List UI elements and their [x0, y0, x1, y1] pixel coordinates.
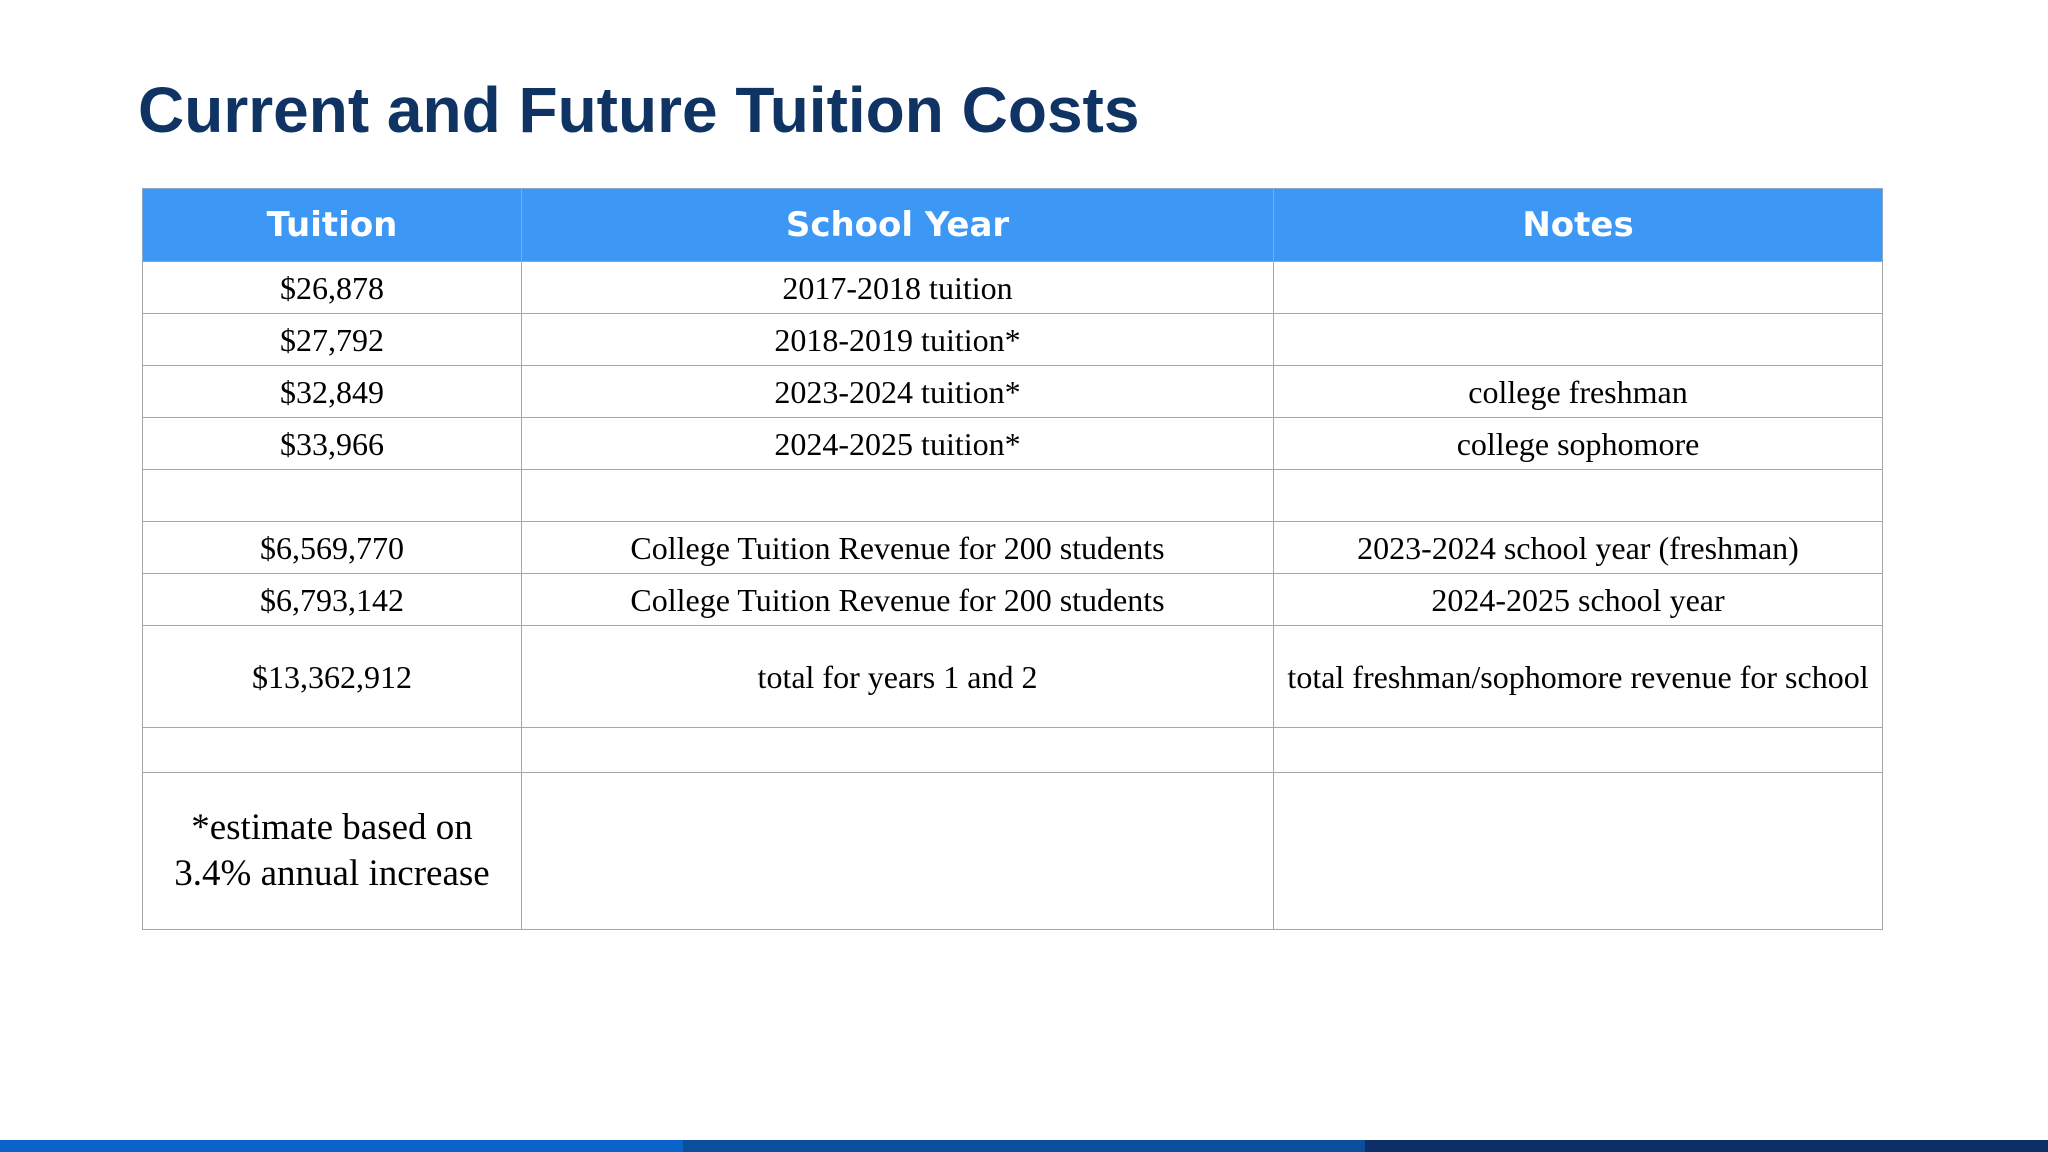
- bottom-bar-segment: [0, 1140, 683, 1152]
- footnote-cell: *estimate based on 3.4% annual increase: [143, 773, 522, 930]
- notes-cell: [1274, 773, 1883, 930]
- tuition-cell: $32,849: [143, 366, 522, 418]
- school-year-cell: 2018-2019 tuition*: [522, 314, 1274, 366]
- tuition-cell: [143, 470, 522, 522]
- school-year-cell: 2017-2018 tuition: [522, 262, 1274, 314]
- table-row-footnote: [143, 773, 1883, 930]
- header-notes: Notes: [1274, 189, 1883, 262]
- tuition-cell: $27,792: [143, 314, 522, 366]
- slide-title: Current and Future Tuition Costs: [138, 74, 1140, 146]
- notes-cell: 2024-2025 school year: [1274, 574, 1883, 626]
- table-row: [143, 522, 1883, 574]
- table-row: [143, 418, 1883, 470]
- table-row: [143, 626, 1883, 728]
- notes-cell: [1274, 470, 1883, 522]
- tuition-cell: $26,878: [143, 262, 522, 314]
- tuition-cell: $6,793,142: [143, 574, 522, 626]
- bottom-bar-segment: [1365, 1140, 2048, 1152]
- bottom-accent-bar: [0, 1140, 2048, 1152]
- tuition-cell: [143, 728, 522, 773]
- school-year-cell: total for years 1 and 2: [522, 626, 1274, 728]
- school-year-cell: [522, 470, 1274, 522]
- table-row: [143, 262, 1883, 314]
- notes-cell: [1274, 262, 1883, 314]
- notes-cell: [1274, 728, 1883, 773]
- tuition-cell: $6,569,770: [143, 522, 522, 574]
- table-row-empty: [143, 470, 1883, 522]
- school-year-cell: [522, 728, 1274, 773]
- tuition-cell: $13,362,912: [143, 626, 522, 728]
- notes-cell: 2023-2024 school year (freshman): [1274, 522, 1883, 574]
- school-year-cell: 2023-2024 tuition*: [522, 366, 1274, 418]
- school-year-cell: College Tuition Revenue for 200 students: [522, 522, 1274, 574]
- school-year-cell: [522, 773, 1274, 930]
- table-header-row: [143, 189, 1883, 262]
- header-school-year: School Year: [522, 189, 1274, 262]
- tuition-table: [142, 188, 1883, 930]
- school-year-cell: College Tuition Revenue for 200 students: [522, 574, 1274, 626]
- tuition-cell: $33,966: [143, 418, 522, 470]
- bottom-bar-segment: [683, 1140, 1366, 1152]
- table-row: [143, 314, 1883, 366]
- notes-cell: college sophomore: [1274, 418, 1883, 470]
- table-row-empty: [143, 728, 1883, 773]
- table-row: [143, 366, 1883, 418]
- table-row: [143, 574, 1883, 626]
- header-tuition: Tuition: [143, 189, 522, 262]
- notes-cell: college freshman: [1274, 366, 1883, 418]
- notes-cell: [1274, 314, 1883, 366]
- school-year-cell: 2024-2025 tuition*: [522, 418, 1274, 470]
- notes-cell: total freshman/sophomore revenue for school: [1274, 626, 1883, 728]
